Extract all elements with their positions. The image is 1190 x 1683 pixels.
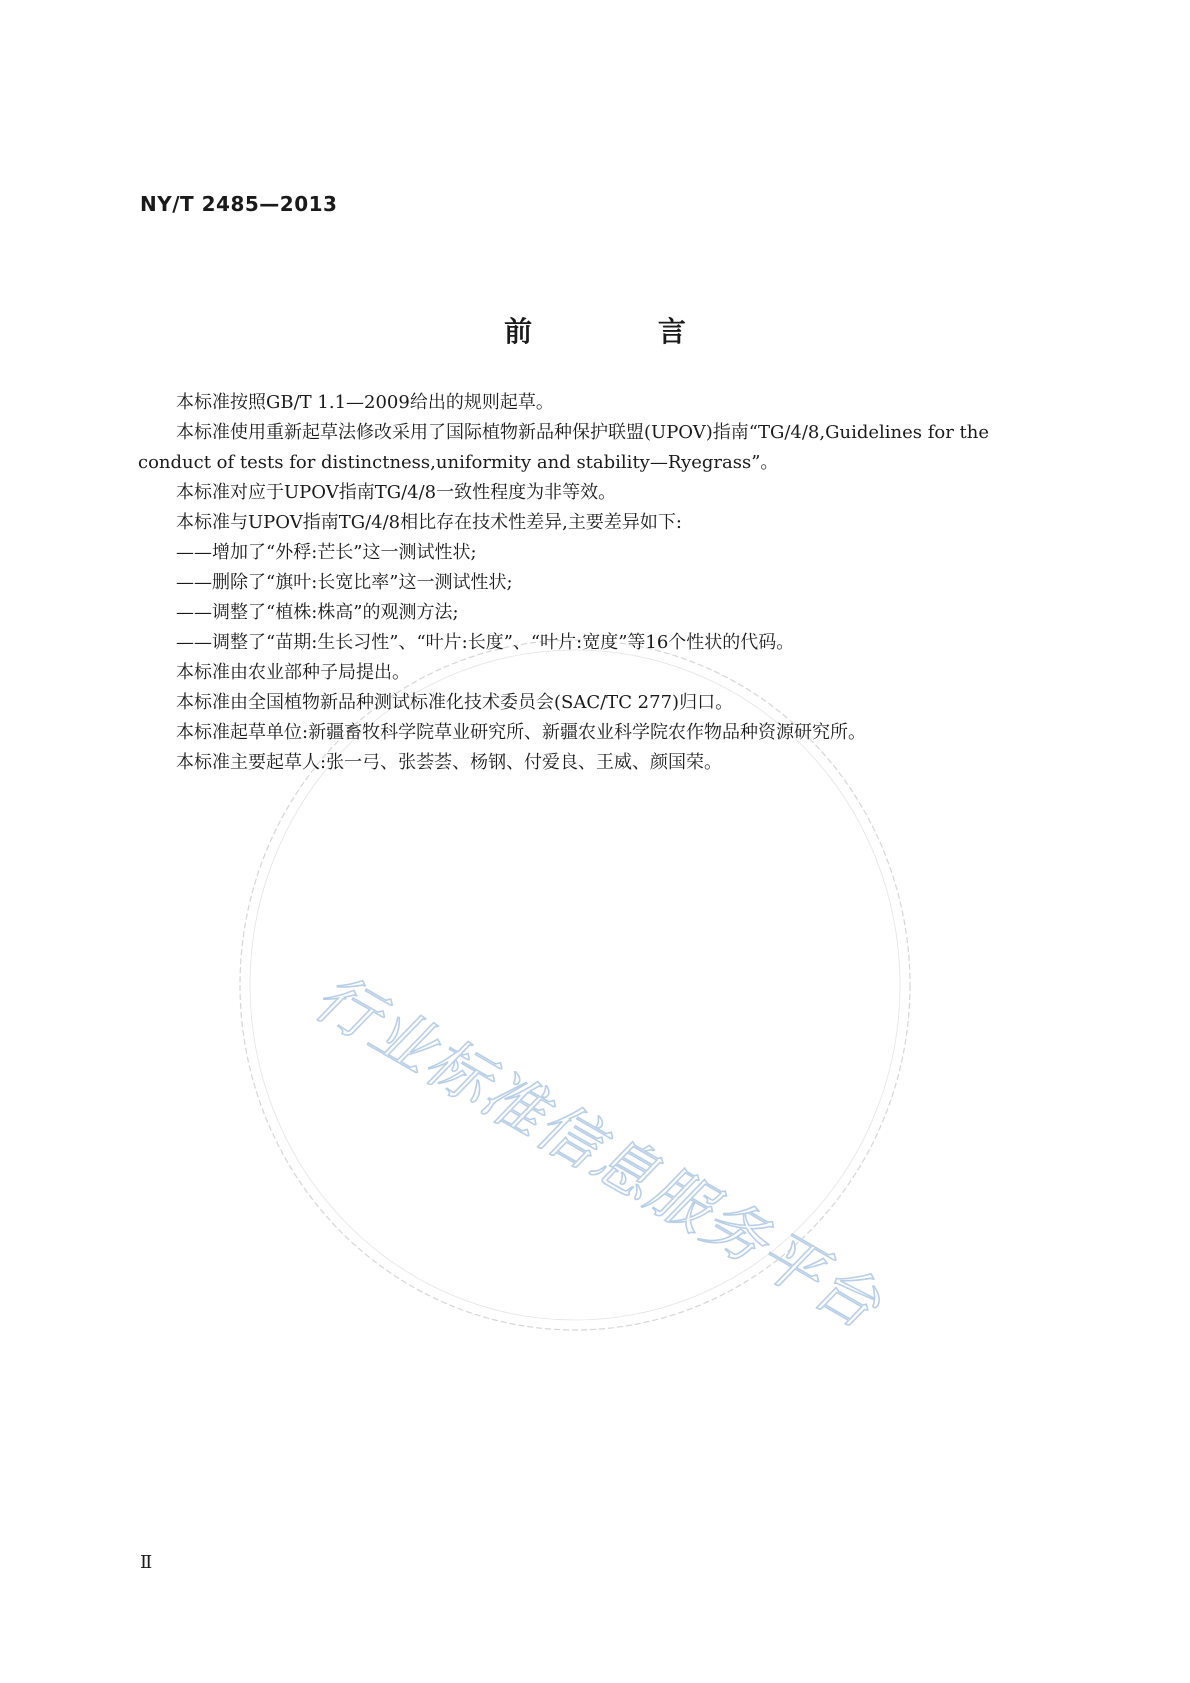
watermark-text: 行业标准信息服务平台 bbox=[302, 959, 894, 1343]
paragraph-equivalence: 本标准对应于UPOV指南TG/4/8一致性程度为非等效。 bbox=[176, 482, 617, 503]
paragraph-differences: 本标准与UPOV指南TG/4/8相比存在技术性差异,主要差异如下: bbox=[176, 512, 682, 533]
paragraph-drafting-rules: 本标准按照GB/T 1.1—2009给出的规则起草。 bbox=[176, 392, 554, 413]
standard-code: NY/T 2485—2013 bbox=[140, 192, 338, 216]
difference-item: ——调整了“植株:株高”的观测方法; bbox=[176, 602, 459, 623]
paragraph-committee: 本标准由全国植物新品种测试标准化技术委员会(SAC/TC 277)归口。 bbox=[176, 692, 734, 713]
paragraph-drafters: 本标准主要起草人:张一弓、张荟荟、杨钢、付爱良、王威、颜国荣。 bbox=[176, 752, 723, 773]
foreword-body bbox=[138, 388, 1038, 778]
paragraph-proposer: 本标准由农业部种子局提出。 bbox=[176, 662, 410, 683]
difference-item: ——调整了“苗期:生长习性”、“叶片:长度”、“叶片:宽度”等16个性状的代码。 bbox=[176, 632, 795, 653]
difference-item: ——增加了“外稃:芒长”这一测试性状; bbox=[176, 542, 477, 563]
difference-item: ——删除了“旗叶:长宽比率”这一测试性状; bbox=[176, 572, 513, 593]
paragraph-adoption: 本标准使用重新起草法修改采用了国际植物新品种保护联盟(UPOV)指南“TG/4/8,Guidelines for the conduct of tests for distinctness,uniformity and stability—Ryegrass”。 bbox=[138, 422, 990, 473]
page-number: Ⅱ bbox=[140, 1552, 153, 1573]
paragraph-drafting-units: 本标准起草单位:新疆畜牧科学院草业研究所、新疆农业科学院农作物品种资源研究所。 bbox=[176, 722, 867, 743]
page-title: 前 言 bbox=[504, 315, 744, 348]
